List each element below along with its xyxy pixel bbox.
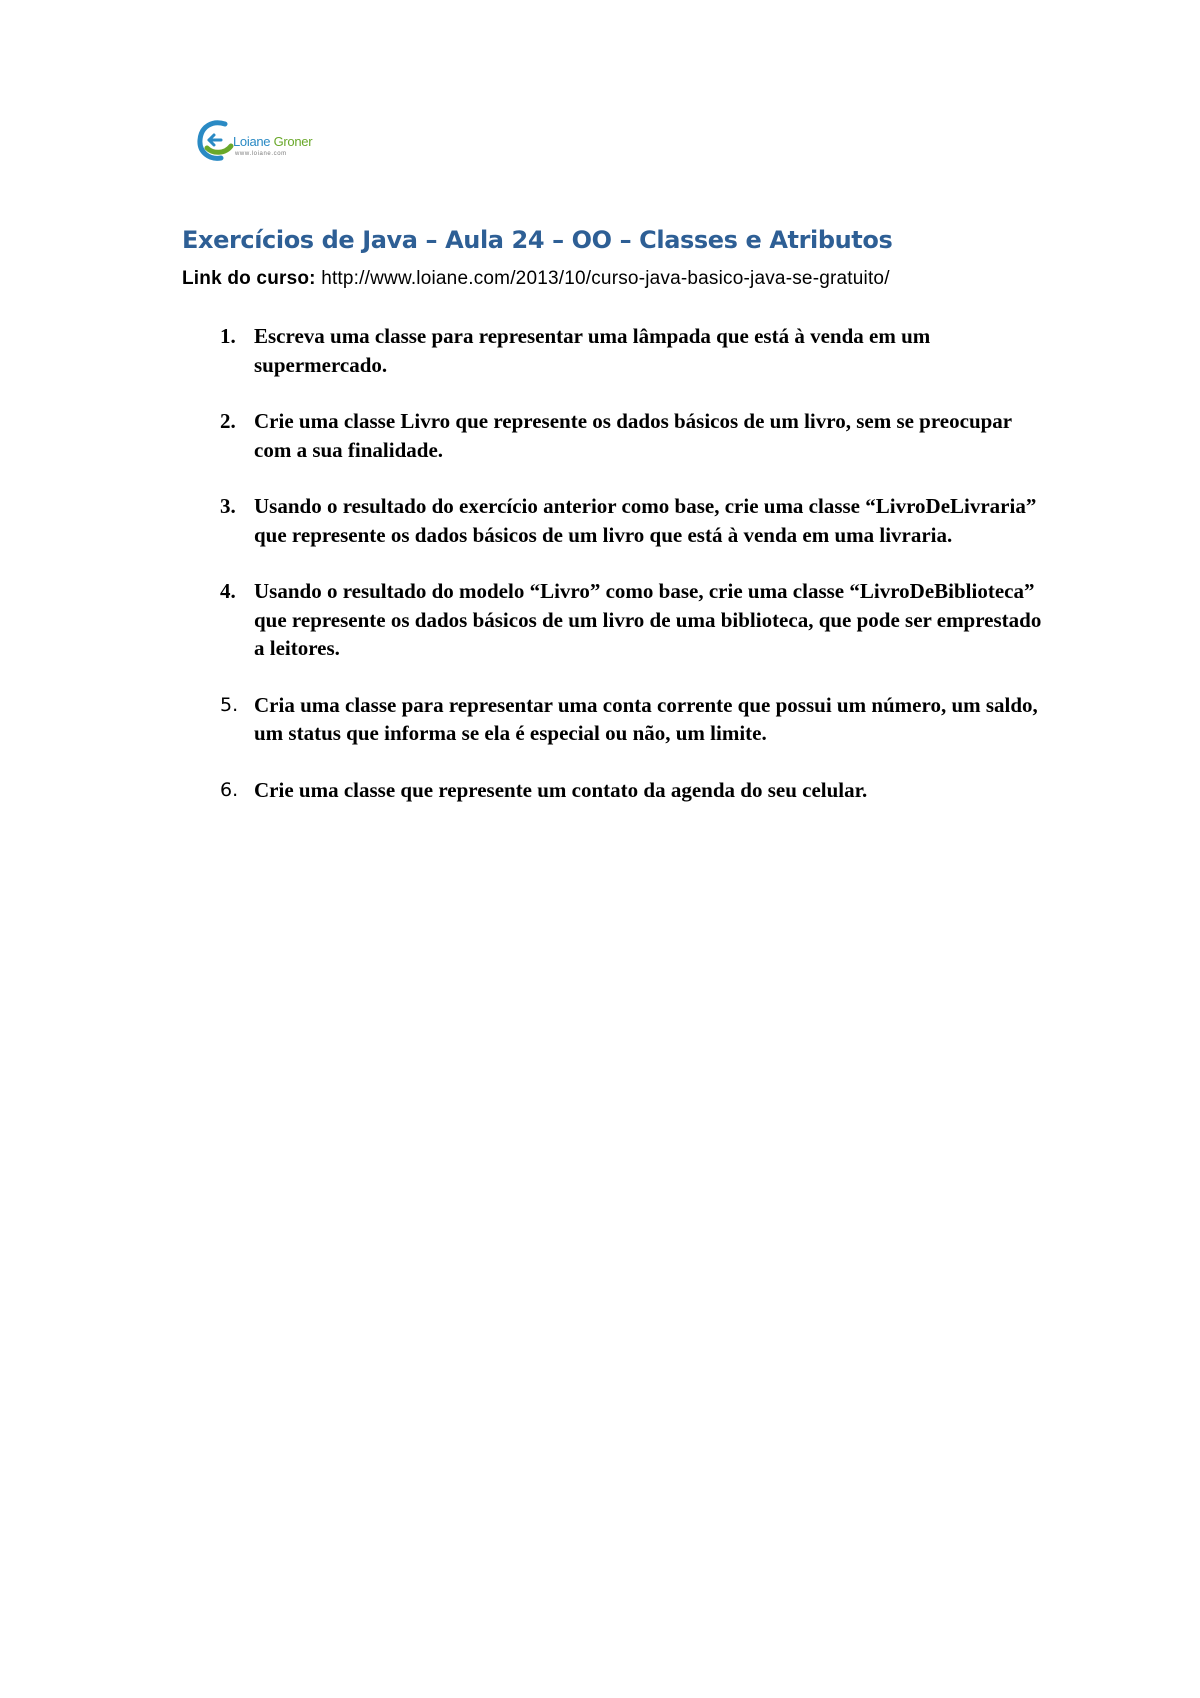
course-link-url[interactable]: http://www.loiane.com/2013/10/curso-java-basico-java-se-gratuito/ xyxy=(321,268,890,289)
exercise-item xyxy=(182,322,1054,379)
course-link xyxy=(182,268,890,290)
exercise-item xyxy=(182,776,1054,805)
logo-name-first: Loiane xyxy=(233,134,271,149)
exercise-number: 5. xyxy=(220,693,239,716)
exercise-number: 1. xyxy=(220,324,236,348)
exercise-text: Crie uma classe Livro que represente os dados básicos de um livro, sem se preocupar com a sua finalidade. xyxy=(254,409,1012,462)
exercise-list xyxy=(182,322,1042,832)
exercise-text: Cria uma classe para representar uma conta corrente que possui um número, um saldo, um status que informa se ela é especial ou não, um limite. xyxy=(254,692,1038,745)
logo xyxy=(195,118,330,174)
exercise-item xyxy=(182,407,1054,464)
exercise-text: Usando o resultado do modelo “Livro” como base, crie uma classe “LivroDeBiblioteca” que represente os dados básicos de um livro de uma biblioteca, que pode ser emprestado a leitores. xyxy=(254,579,1042,660)
logo-name xyxy=(233,134,312,149)
page-title: Exercícios de Java – Aula 24 – OO – Classes e Atributos xyxy=(182,226,893,254)
exercise-text: Escreva uma classe para representar uma lâmpada que está à venda em um supermercado. xyxy=(254,324,931,377)
exercise-item xyxy=(182,577,1054,663)
course-link-label: Link do curso: xyxy=(182,268,316,289)
exercise-item xyxy=(182,492,1054,549)
logo-name-second: Groner xyxy=(273,134,313,149)
exercise-text: Crie uma classe que represente um contato da agenda do seu celular. xyxy=(254,777,868,802)
exercise-number: 4. xyxy=(220,579,236,603)
exercise-text: Usando o resultado do exercício anterior como base, crie uma classe “LivroDeLivraria” que represente os dados básicos de um livro que está à venda em uma livraria. xyxy=(254,494,1037,547)
exercise-number: 3. xyxy=(220,494,236,518)
exercise-number: 6. xyxy=(220,778,239,801)
exercise-item xyxy=(182,691,1054,748)
logo-url: www.loiane.com xyxy=(235,151,287,157)
exercise-number: 2. xyxy=(220,409,236,433)
